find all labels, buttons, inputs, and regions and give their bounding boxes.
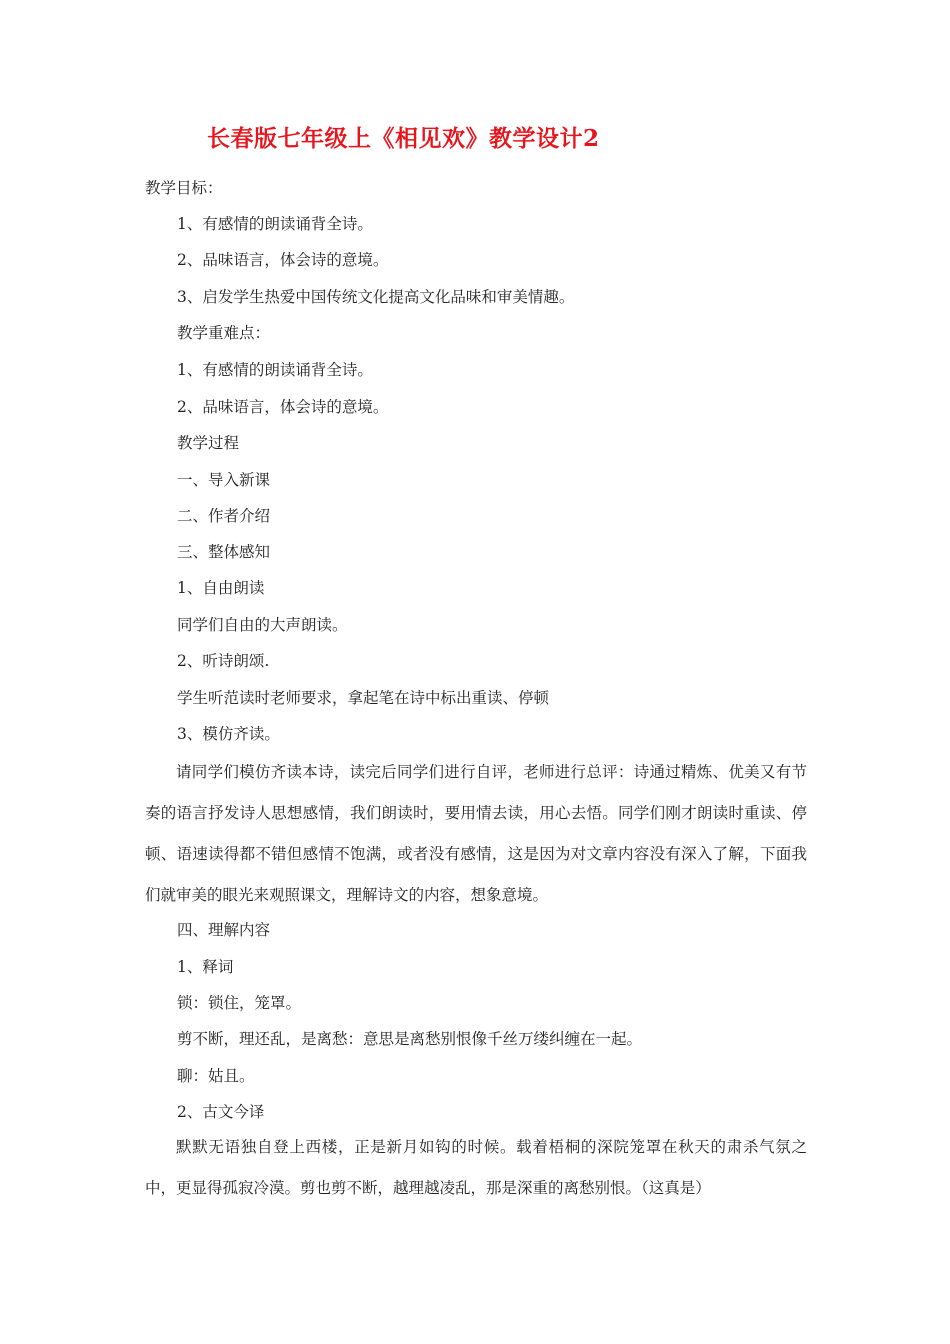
sub-step: 1、释词: [177, 958, 234, 976]
gloss-item: 锁：锁住，笼罩。: [177, 994, 302, 1012]
sub-step: 1、自由朗读: [177, 579, 265, 597]
sub-step: 2、听诗朗颂.: [177, 652, 270, 670]
process-step: 一、导入新课: [177, 471, 271, 489]
objectives-heading: 教学目标：: [145, 179, 223, 197]
gloss-item: 聊：姑且。: [177, 1067, 255, 1085]
objective-item: 3、启发学生热爱中国传统文化提高文化品味和审美情趣。: [177, 288, 575, 306]
document-title: 长春版七年级上《相见欢》教学设计2: [207, 125, 600, 152]
objective-item: 1、有感情的朗读诵背全诗。: [177, 215, 373, 233]
gloss-item: 剪不断，理还乱，是离愁：意思是离愁别恨像千丝万缕纠缠在一起。: [177, 1030, 643, 1048]
sub-step-text: 同学们自由的大声朗读。: [177, 616, 348, 634]
keypoint-item: 2、品味语言，体会诗的意境。: [177, 398, 389, 416]
keypoints-heading: 教学重难点：: [177, 324, 271, 342]
paragraph-translation: 默默无语独自登上西楼，正是新月如钩的时候。载着梧桐的深院笼罩在秋天的肃杀气氛之中，更显得孤寂冷漠。剪也剪不断，越理越凌乱，那是深重的离愁别恨。（这真是）: [145, 1138, 807, 1197]
process-step: 三、整体感知: [177, 543, 271, 561]
keypoint-item: 1、有感情的朗读诵背全诗。: [177, 361, 373, 379]
process-step: 四、理解内容: [177, 921, 271, 939]
process-heading: 教学过程: [177, 434, 240, 452]
paragraph-reading-review: 请同学们模仿齐读本诗，读完后同学们进行自评，老师进行总评：诗通过精炼、优美又有节奏的语言抒发诗人思想感情，我们朗读时，要用情去读，用心去悟。同学们刚才朗读时重读、停顿、语速读得都不错但感情不饱满，或者没有感情，这是因为对文章内容没有深入了解，下面我们就审美的眼光来观照课文，理解诗文的内容，想象意境。: [145, 763, 807, 904]
sub-step: 2、古文今译: [177, 1103, 265, 1121]
objective-item: 2、品味语言，体会诗的意境。: [177, 251, 389, 269]
sub-step-text: 学生听范读时老师要求，拿起笔在诗中标出重读、停顿: [177, 689, 550, 707]
sub-step: 3、模仿齐读。: [177, 725, 280, 743]
process-step: 二、作者介绍: [177, 507, 271, 525]
